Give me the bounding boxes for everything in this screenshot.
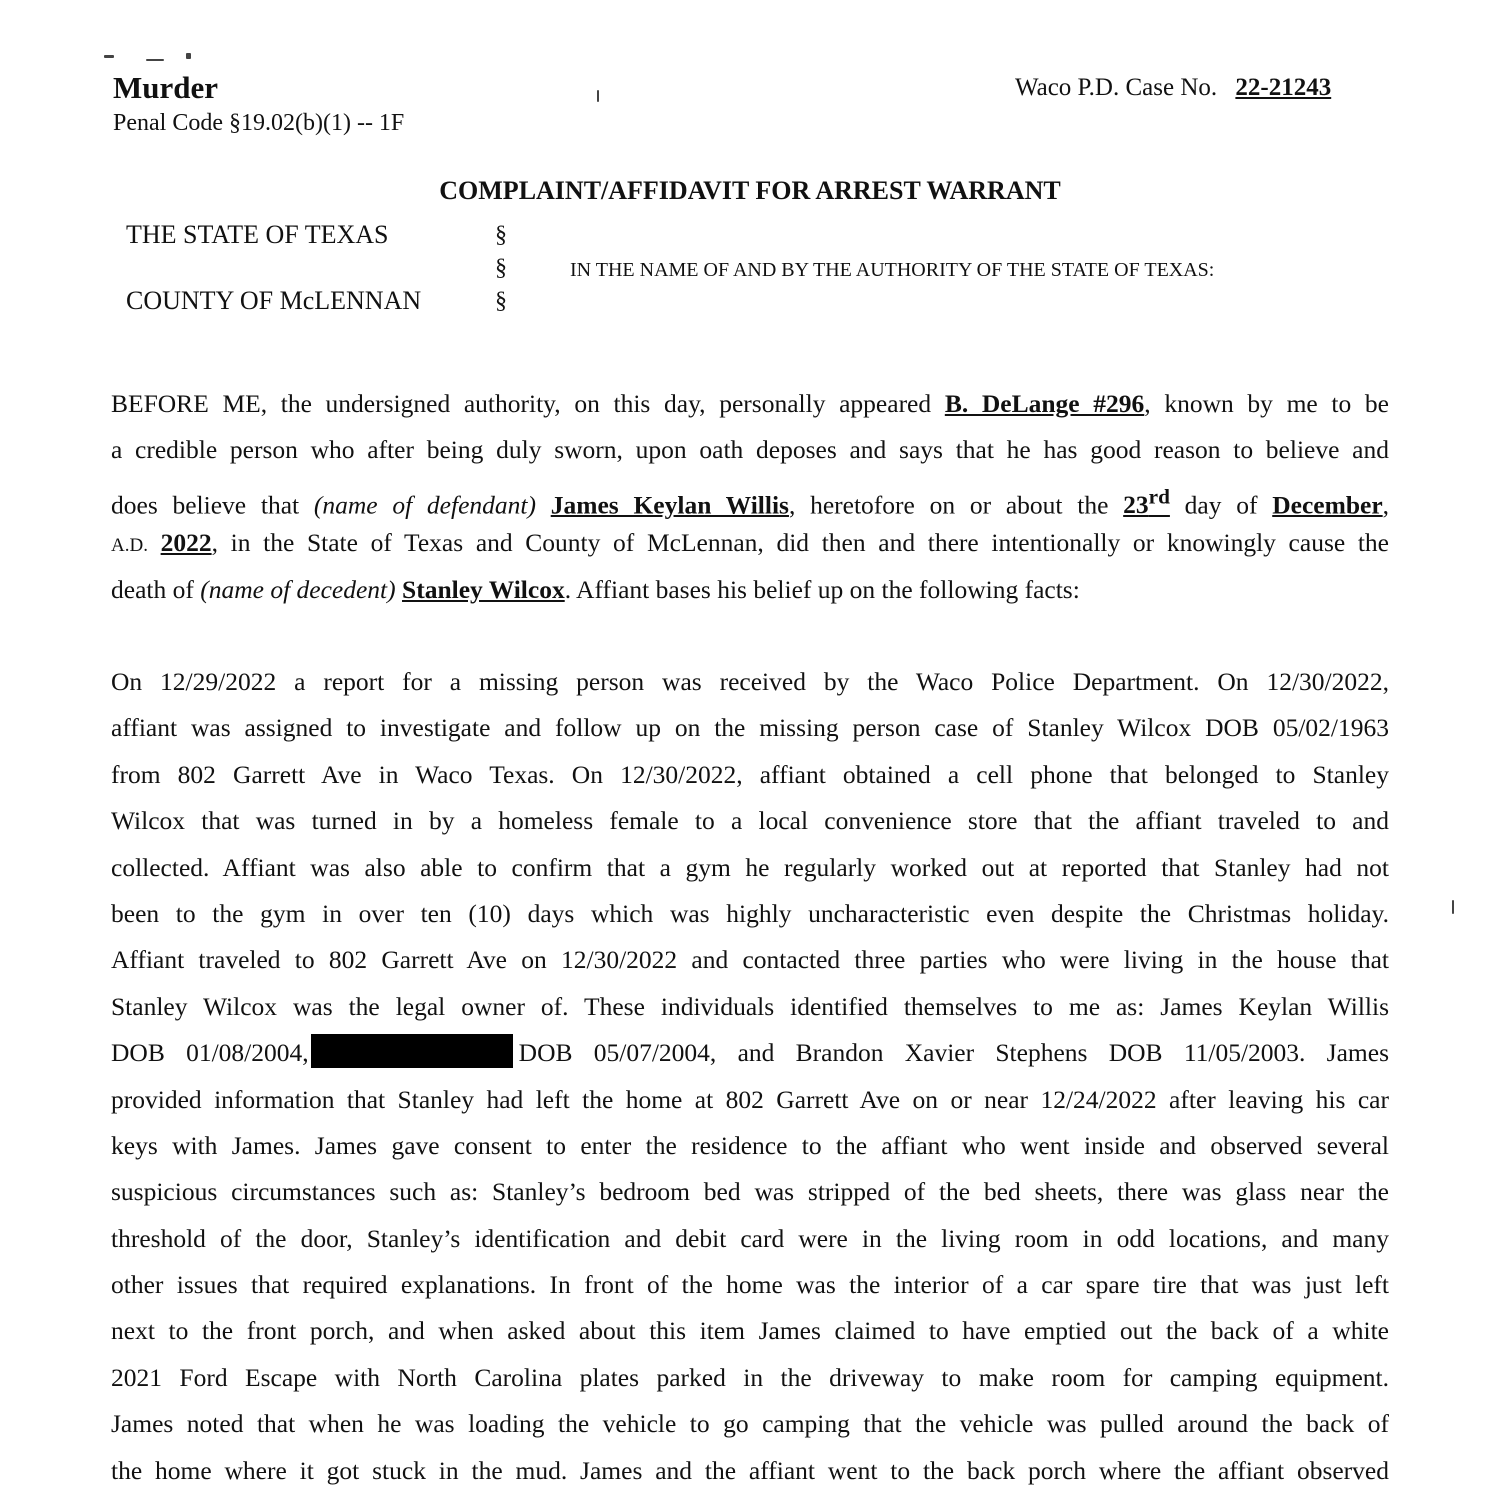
anno-domini: A.D. [111,535,148,557]
facts-line: suspicious circumstances such as: Stanley’s bedroom bed was stripped of the bed sheets, there was glass near the [111,1177,1389,1207]
facts-paragraph [111,659,1389,1494]
intro-line [111,474,1389,520]
case-number-block [1015,74,1345,102]
scan-speck [186,53,191,59]
text-run: DOB 05/07/2004, and Brandon Xavier Stephens DOB 11/05/2003. James [518,1038,1389,1068]
facts-line: the home where it got stuck in the mud. James and the affiant went to the back porch where the affiant observed [111,1455,1389,1485]
case-number-label: Waco P.D. Case No. [1015,74,1218,101]
intro-line [111,381,1389,427]
text-run: does believe that [111,490,300,520]
day-number: 23 [1123,490,1149,520]
facts-line: Wilcox that was turned in by a homeless female to a local convenience store that the affiant traveled to and [111,806,1389,836]
text-run: . Affiant bases his belief up on the following facts: [564,574,1080,604]
section-mark: § [495,222,507,248]
facts-line: other issues that required explanations. In front of the home was the interior of a car spare tire that was just left [111,1270,1389,1300]
facts-line: Stanley Wilcox was the legal owner of. These individuals identified themselves to me as: James Keylan Willis [111,991,1389,1021]
scan-speck [1452,900,1454,914]
text-run: BEFORE ME, the undersigned authority, on this day, personally appeared [111,389,932,418]
venue-county: COUNTY OF McLENNAN [126,286,422,315]
day-suffix: rd [1148,484,1170,509]
penal-code: Penal Code §19.02(b)(1) -- 1F [113,110,405,136]
facts-line: On 12/29/2022 a report for a missing person was received by the Waco Police Department. On 12/30/2022, [111,667,1389,696]
facts-line: threshold of the door, Stanley’s identification and debit card were in the living room in odd locations, and many [111,1223,1389,1253]
decedent-label: (name of decedent) [200,574,396,604]
facts-line: collected. Affiant was also able to confirm that a gym he regularly worked out at reported that Stanley had not [111,852,1389,882]
facts-line: James noted that when he was loading the vehicle to go camping that the vehicle was pulled around the back of [111,1409,1389,1439]
intro-line [111,520,1389,566]
offense-month: December [1272,490,1383,520]
text-run: day of [1184,490,1258,520]
text-run: , in the State of Texas and County of McLennan, did then and there intentionally or knowingly cause the [211,528,1390,558]
case-number: 22-21243 [1235,74,1332,101]
section-mark: § [495,288,507,314]
facts-line: provided information that Stanley had left the home at 802 Garrett Ave on or near 12/24/2022 after leaving his car [111,1084,1389,1114]
defendant-name: James Keylan Willis [550,490,789,520]
scan-speck [146,59,164,61]
text-run: , known by me to be [1144,389,1389,418]
intro-paragraph [111,381,1389,613]
text-run: , heretofore on or about the [788,490,1109,520]
offense-year: 2022 [160,528,212,558]
intro-line: a credible person who after being duly sworn, upon oath deposes and says that he has good reason to believe and [111,435,1389,465]
text-run: DOB 01/08/2004, [111,1038,309,1068]
facts-line: been to the gym in over ten (10) days which was highly uncharacteristic even despite the Christmas holiday. [111,898,1389,928]
intro-line [111,567,1389,613]
facts-line: affiant was assigned to investigate and follow up on the missing person case of Stanley Wilcox DOB 05/02/1963 [111,713,1389,743]
text-run: , [1382,490,1390,520]
affiant-name: B. DeLange #296 [944,389,1145,418]
facts-line: from 802 Garrett Ave in Waco Texas. On 12/30/2022, affiant obtained a cell phone that belonged to Stanley [111,759,1389,789]
facts-line: keys with James. James gave consent to enter the residence to the affiant who went inside and observed several [111,1130,1389,1160]
authority-statement: IN THE NAME OF AND BY THE AUTHORITY OF THE STATE OF TEXAS: [570,259,1215,281]
text-run: death of [111,574,194,604]
facts-line-redacted [111,1030,1389,1076]
decedent-name: Stanley Wilcox [402,574,565,604]
facts-line: Affiant traveled to 802 Garrett Ave on 12/30/2022 and contacted three parties who were living in the house that [111,945,1389,975]
facts-line: next to the front porch, and when asked about this item James claimed to have emptied out the back of a white [111,1316,1389,1346]
document-title: COMPLAINT/AFFIDAVIT FOR ARREST WARRANT [439,176,1061,205]
section-mark: § [495,255,507,281]
venue-state: THE STATE OF TEXAS [126,220,389,249]
offense-title: Murder [113,70,219,105]
redaction-bar [311,1034,513,1068]
defendant-label: (name of defendant) [313,490,536,520]
scan-speck [597,90,599,102]
scan-speck [104,55,114,58]
offense-day [1123,484,1170,520]
facts-line: 2021 Ford Escape with North Carolina plates parked in the driveway to make room for camping equipment. [111,1362,1389,1392]
